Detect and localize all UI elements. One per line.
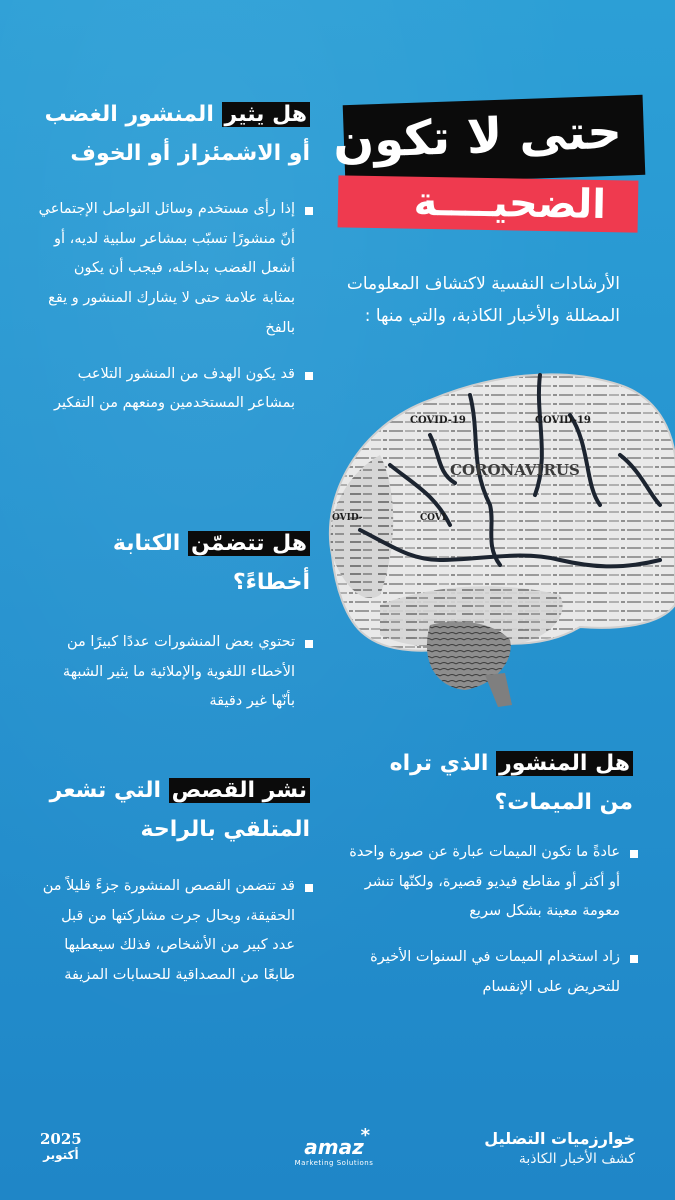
section-memes-heading bbox=[373, 745, 633, 822]
brain-illustration bbox=[320, 355, 675, 735]
section-errors-bullets bbox=[37, 628, 315, 733]
list-item: عادةً ما تكون الميمات عبارة عن صورة واحدة أو أكثر أو مقاطع فيديو قصيرة، ولكنّها تنشر معومة معينة بشكل سريع bbox=[345, 838, 640, 927]
section-anger-bullets bbox=[37, 195, 315, 435]
section-memes-bullets bbox=[345, 838, 640, 1019]
intro-text: الأرشادات النفسية لاكتشاف المعلومات المضللة والأخبار الكاذبة، والتي منها : bbox=[346, 274, 620, 327]
amaz-logo bbox=[294, 1125, 374, 1175]
title-line1: حتى لا تكون bbox=[332, 103, 623, 170]
brand-title: خوارزميات التضليل bbox=[484, 1129, 635, 1148]
section-stories-bullets bbox=[37, 872, 315, 1007]
section-anger-heading-highlight: هل يثير bbox=[222, 102, 310, 127]
section-memes bbox=[373, 745, 633, 822]
section-anger-heading-line2: أو الاشمئزاز أو الخوف bbox=[70, 140, 310, 166]
logo-text: amaz bbox=[304, 1135, 364, 1159]
section-errors-heading-highlight: هل تتضمّن bbox=[188, 531, 310, 556]
list-item: قد يكون الهدف من المنشور التلاعب بمشاعر المستخدمين ومنعهم من التفكير bbox=[37, 360, 315, 419]
list-item: إذا رأى مستخدم وسائل التواصل الإجتماعي أنّ منشورًا تسبّب بمشاعر سلبية لديه، أو أشعل الغضب بداخله، فيجب أن يكون بمثابة علامة حتى لا يشارك المنشور و يقع بالفخ bbox=[37, 195, 315, 344]
list-item: تحتوي بعض المنشورات عددًا كبيرًا من الأخطاء اللغوية والإملائية ما يثير الشبهة بأنّها غير دقيقة bbox=[37, 628, 315, 717]
section-stories-heading-rest: التي تشعر bbox=[49, 778, 169, 803]
section-anger-heading bbox=[30, 96, 310, 173]
section-stories-heading-highlight: نشر القصص bbox=[169, 778, 310, 803]
section-errors-heading-line2: أخطاءً؟ bbox=[232, 569, 310, 595]
section-memes-heading-highlight: هل المنشور bbox=[496, 751, 633, 776]
section-memes-heading-rest: الذي تراه bbox=[389, 751, 497, 776]
logo-subtitle: Marketing Solutions bbox=[294, 1159, 374, 1167]
section-stories bbox=[30, 772, 310, 849]
section-errors-heading-rest: الكتابة bbox=[112, 531, 188, 556]
brain-label-covid-a: COVID-19 bbox=[410, 415, 466, 426]
section-memes-heading-line2: من الميمات؟ bbox=[494, 789, 633, 815]
year: 2025 bbox=[40, 1130, 82, 1148]
brand-block bbox=[484, 1128, 635, 1170]
section-stories-heading-line2: المتلقي بالراحة bbox=[140, 816, 310, 842]
brand-subtitle: كشف الأخبار الكاذبة bbox=[518, 1151, 635, 1168]
title-banner-black bbox=[332, 95, 646, 185]
asterisk-icon: * bbox=[360, 1125, 370, 1146]
list-item: زاد استخدام الميمات في السنوات الأخيرة للتحريض على الإنقسام bbox=[345, 943, 640, 1002]
section-errors bbox=[30, 525, 310, 602]
brain-label-covi: COVI bbox=[420, 513, 447, 523]
title-line2: الضحيــــة bbox=[413, 178, 607, 229]
brain-label-ovid: OVID- bbox=[332, 513, 363, 523]
section-anger bbox=[30, 96, 310, 173]
section-stories-heading bbox=[30, 772, 310, 849]
date-block bbox=[40, 1130, 82, 1162]
section-errors-heading bbox=[30, 525, 310, 602]
section-anger-heading-rest: المنشور الغضب bbox=[44, 102, 222, 127]
title-banner-red bbox=[338, 175, 639, 232]
month: أكتوبر bbox=[43, 1148, 79, 1162]
brain-label-coronavirus: CORONAVIRUS bbox=[450, 461, 580, 479]
brain-label-covid-b: COVID-19 bbox=[535, 415, 591, 426]
list-item: قد تتضمن القصص المنشورة جزءً قليلاً من الحقيقة، وبحال جرت مشاركتها من قبل عدد كبير من الأشخاص، فذلك سيعطيها طابعًا من المصداقية للحسابات المزيفة bbox=[37, 872, 315, 991]
